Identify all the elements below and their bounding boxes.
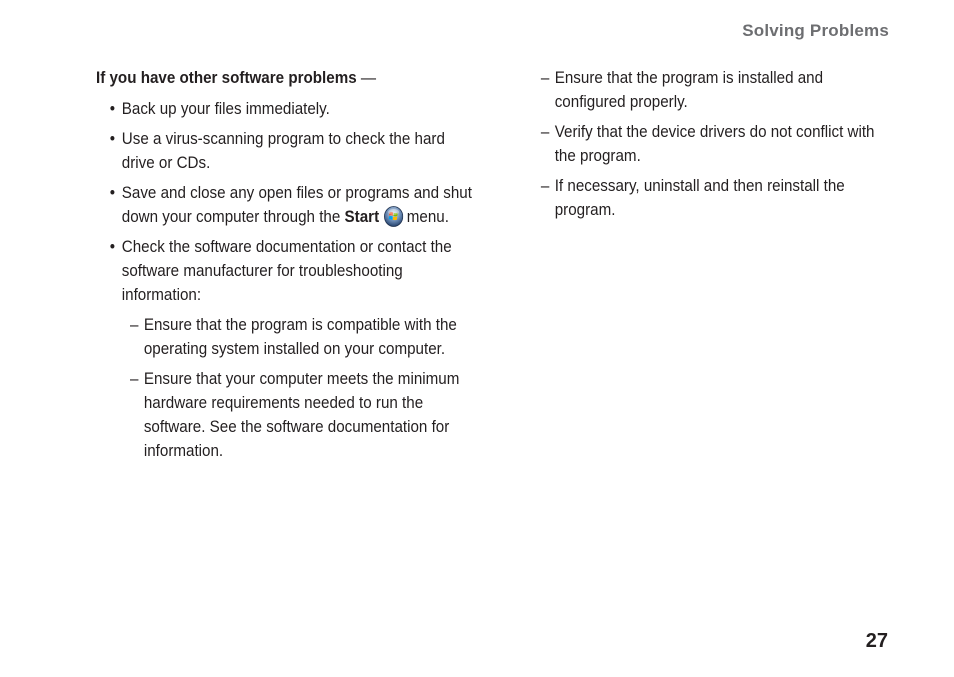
sub-list-text: If necessary, uninstall and then reinstall the program. — [554, 177, 845, 219]
dash-mark: – — [540, 177, 550, 195]
sub-list-text: Ensure that your computer meets the minimum hardware requirements needed to run the software. See the software documentation for information. — [143, 370, 460, 460]
sub-list-item — [540, 120, 885, 168]
bullet-mark: • — [109, 238, 116, 256]
section-heading — [96, 66, 475, 90]
sub-list-item — [96, 367, 475, 463]
bullet-text: Back up your files immediately. — [121, 100, 330, 118]
sub-list-item — [96, 313, 475, 361]
bullet-text: Check the software documentation or contact the software manufacturer for troubleshooting information: — [121, 238, 452, 304]
running-head: Solving Problems — [742, 21, 889, 40]
bullet-mark: • — [109, 184, 116, 202]
windows-start-orb-icon — [384, 206, 403, 227]
dash-mark: – — [130, 316, 139, 334]
dash-mark: – — [540, 69, 550, 87]
left-column — [96, 66, 475, 469]
bullet-item — [96, 127, 475, 175]
bullet-item — [96, 181, 475, 229]
section-heading-dash: — — [356, 69, 377, 87]
start-label: Start — [344, 208, 380, 226]
sub-list-text: Ensure that the program is installed and configured properly. — [554, 69, 824, 111]
section-heading-bold: If you have other software problems — [96, 69, 357, 87]
sub-list-item — [540, 174, 885, 222]
bullet-text: Save and close any open files or programs and shut down your computer through the — [121, 184, 472, 226]
right-column — [540, 66, 885, 228]
bullet-mark: • — [109, 100, 116, 118]
menu-label: menu. — [406, 208, 449, 226]
dash-mark: – — [130, 370, 139, 388]
sub-list-text: Verify that the device drivers do not conflict with the program. — [554, 123, 875, 165]
sub-list-item — [540, 66, 885, 114]
dash-mark: – — [540, 123, 550, 141]
bullet-item — [96, 97, 475, 121]
bullet-item — [96, 235, 475, 307]
sub-list-text: Ensure that the program is compatible with the operating system installed on your computer. — [143, 316, 457, 358]
page-number: 27 — [865, 630, 888, 652]
bullet-mark: • — [109, 130, 116, 148]
bullet-text: Use a virus-scanning program to check the hard drive or CDs. — [121, 130, 445, 172]
